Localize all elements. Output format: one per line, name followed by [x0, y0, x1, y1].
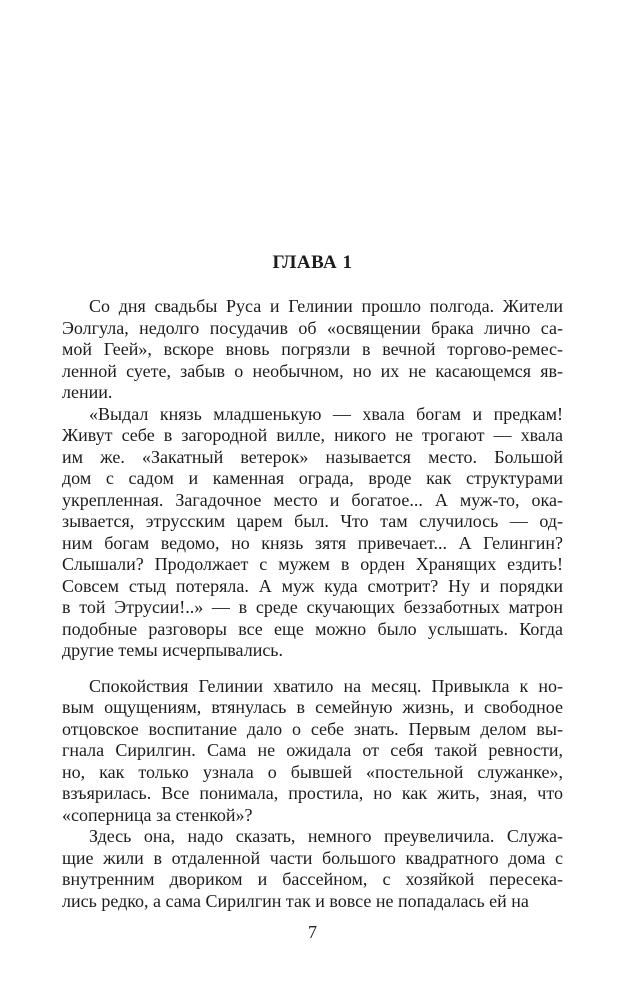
text-line: мой Геей», вскоре вновь погрязли в вечной торгово-ремес-	[62, 339, 563, 359]
text-line: в той Этрусии!..» — в среде скучающих беззаботных матрон	[62, 597, 563, 617]
paragraph	[62, 676, 563, 827]
text-line: подобные разговоры все еще можно было услышать. Когда	[62, 618, 563, 639]
text-line: вым ощущениям, втянулась в семейную жизнь, и свободное	[62, 697, 563, 717]
text-line: взъярилась. Все понимала, простила, но как жить, зная, что	[62, 783, 563, 803]
text-line: дом с садом и каменная ограда, вроде как структурами	[62, 468, 563, 488]
text-line: внутренним двориком и бассейном, с хозяйкой пересека-	[62, 869, 563, 889]
text-line: Здесь она, надо сказать, немного преувеличила. Служа-	[89, 826, 563, 846]
paragraph	[62, 296, 563, 404]
paragraph	[62, 826, 563, 912]
page-number: 7	[308, 922, 317, 942]
text-line: Живут себе в загородной вилле, никого не трогают — хвала	[62, 425, 563, 445]
text-line: зывается, этрусским царем был. Что там случилось — од-	[62, 511, 563, 531]
text-line: гнала Сирилгин. Сама не ожидала от себя такой ревности,	[62, 740, 563, 760]
text-line: щие жили в отдаленной части большого квадратного дома с	[62, 847, 563, 868]
text-line: отцовское воспитание дало о себе знать. Первым делом вы-	[62, 718, 563, 739]
text-line: лении.	[62, 382, 113, 402]
text-line: Слышали? Продолжает с мужем в орден Хранящих ездить!	[62, 554, 563, 574]
paragraph	[62, 404, 563, 662]
text-line: Спокойствия Гелинии хватило на месяц. Привыкла к но-	[89, 675, 563, 696]
text-line: ним богам ведомо, но князь зятя привечает... А Гелингин?	[62, 532, 563, 553]
chapter-title: ГЛАВА 1	[272, 252, 353, 273]
page-text	[62, 296, 563, 912]
text-line: но, как только узнала о бывшей «постельной служанке»,	[62, 761, 563, 782]
text-line: другие темы исчерпывались.	[62, 640, 284, 660]
text-line: «соперница за стенкой»?	[62, 804, 253, 825]
text-line: Совсем стыд потеряла. А муж куда смотрит? Ну и порядки	[62, 575, 563, 596]
text-line: Эолгула, недолго посудачив об «освящении брака лично са-	[62, 317, 563, 338]
text-line: «Выдал князь младшенькую — хвала богам и предкам!	[89, 403, 563, 424]
text-line: им же. «Закатный ветерок» называется место. Большой	[62, 446, 563, 467]
text-line: укрепленная. Загадочное место и богатое... А муж-то, ока-	[62, 489, 563, 510]
text-line: Со дня свадьбы Руса и Гелинии прошло полгода. Жители	[89, 296, 563, 316]
text-line: лись редко, а сама Сирилгин так и вовсе не попадалась ей на	[62, 890, 529, 911]
text-line: ленной суете, забыв о необычном, но их не касающемся яв-	[62, 360, 563, 381]
